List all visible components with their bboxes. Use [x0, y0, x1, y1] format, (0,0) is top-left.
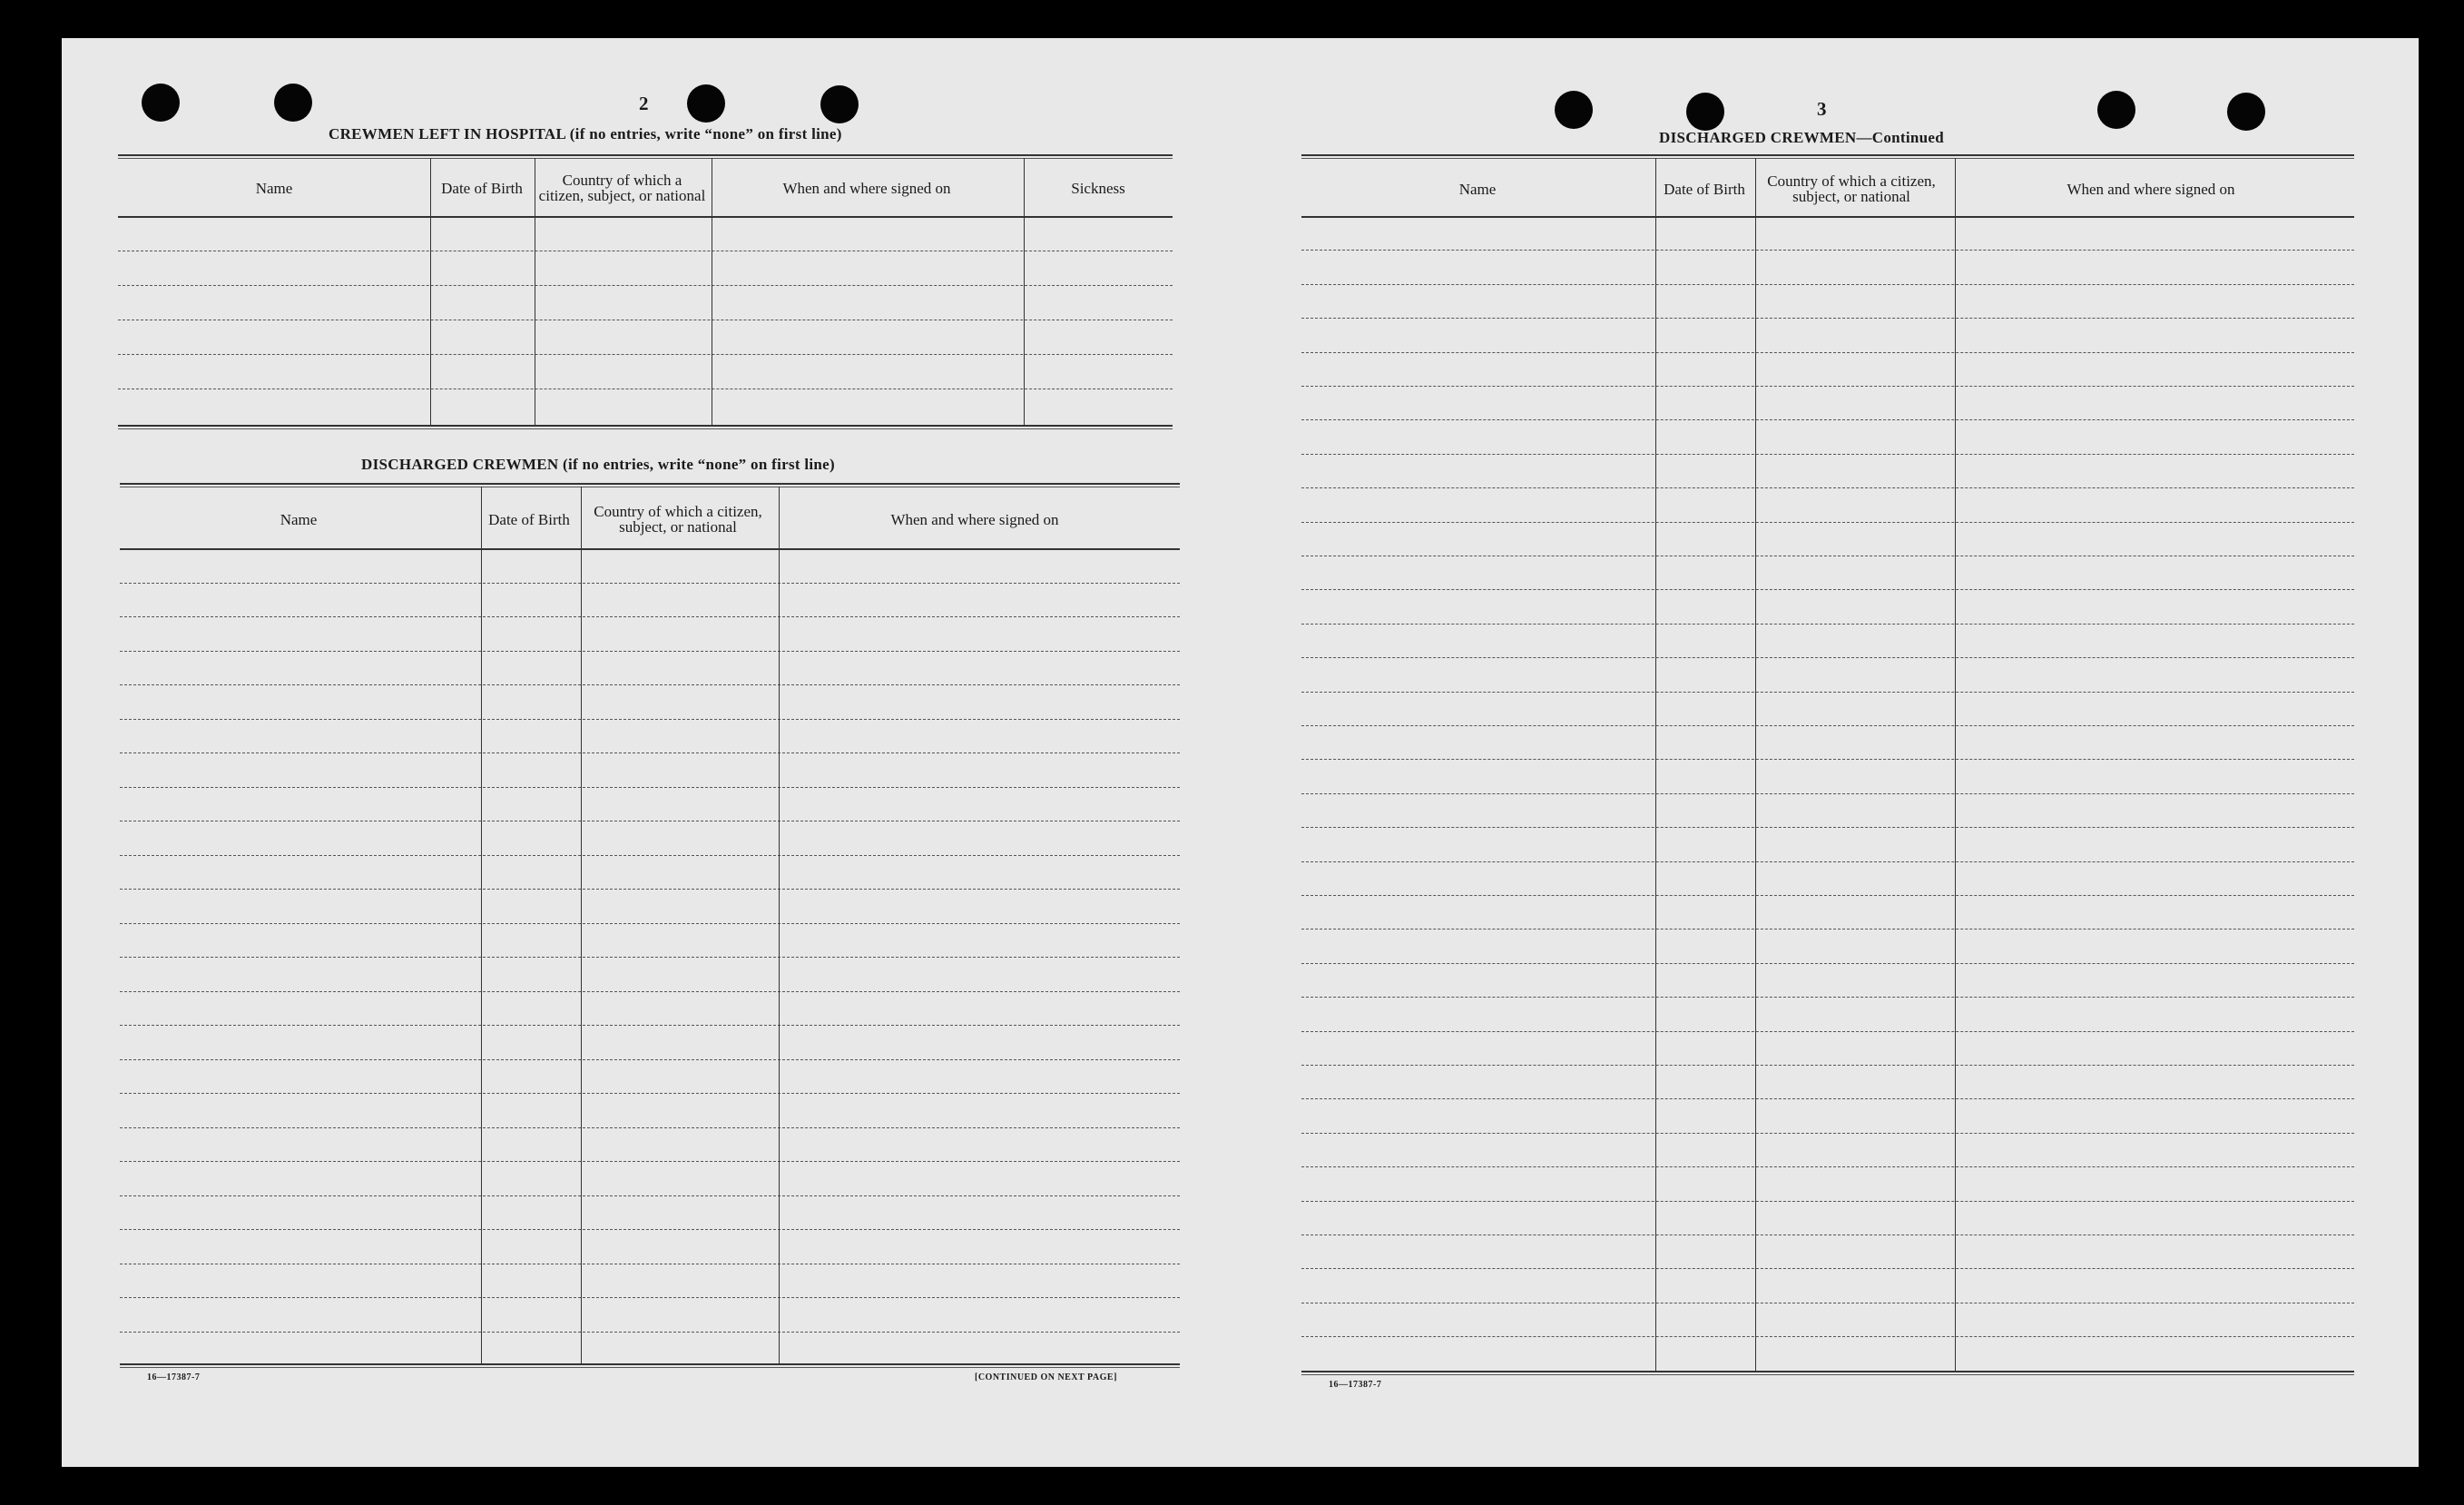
ruled-row-line: [1301, 895, 2354, 896]
header-bottom-rule: [120, 548, 1180, 550]
ruled-row-line: [120, 889, 1180, 890]
ruled-row-line: [1301, 861, 2354, 862]
ruled-row-line: [1301, 827, 2354, 828]
ruled-row-line: [1301, 657, 2354, 658]
column-header-country: Country of which a citizen, subject, or national: [1767, 172, 1936, 205]
ruled-row-line: [120, 1093, 1180, 1094]
column-header-country: Country of which a citizen, subject, or national: [538, 172, 706, 204]
ruled-row-line: [1301, 522, 2354, 523]
form-code: 16—17387-7: [147, 1372, 201, 1382]
ruled-row-line: [120, 1229, 1180, 1230]
ruled-row-line: [120, 1127, 1180, 1128]
table-top-rule: [1301, 154, 2354, 159]
table-top-rule: [120, 483, 1180, 487]
header-bottom-rule: [118, 216, 1173, 218]
ruled-row-line: [1301, 284, 2354, 285]
ruled-row-line: [120, 752, 1180, 753]
ruled-row-line: [1301, 963, 2354, 964]
column-divider: [1024, 158, 1025, 425]
ruled-row-line: [118, 354, 1173, 355]
title-main: CREWMEN LEFT IN HOSPITAL: [329, 125, 566, 143]
ruled-row-line: [1301, 318, 2354, 319]
discharged-section-title: [361, 456, 835, 474]
ruled-row-line: [120, 651, 1180, 652]
form-code: 16—17387-7: [1329, 1380, 1382, 1390]
column-header-name: Name: [1458, 180, 1497, 198]
ruled-row-line: [1301, 1065, 2354, 1066]
title-main: DISCHARGED CREWMEN: [1659, 129, 1857, 146]
ruled-row-line: [1301, 1234, 2354, 1235]
ruled-row-line: [1301, 386, 2354, 387]
column-divider: [779, 487, 780, 1363]
table-top-rule: [118, 154, 1173, 159]
table-bottom-rule: [120, 1363, 1180, 1368]
column-divider: [581, 487, 582, 1363]
ruled-row-line: [1301, 1201, 2354, 1202]
column-header-signed-on: When and where signed on: [782, 179, 951, 197]
column-header-signed-on: When and where signed on: [2066, 180, 2235, 198]
ruled-row-line: [1301, 454, 2354, 455]
punch-hole: [1686, 93, 1724, 131]
ruled-row-line: [1301, 1133, 2354, 1134]
ruled-row-line: [1301, 250, 2354, 251]
column-header-sickness: Sickness: [1071, 179, 1125, 197]
ruled-row-line: [120, 684, 1180, 685]
punch-hole: [2227, 93, 2265, 131]
ruled-row-line: [120, 957, 1180, 958]
ruled-row-line: [1301, 793, 2354, 794]
column-header-date-of-birth: Date of Birth: [488, 510, 570, 528]
ruled-row-line: [120, 1025, 1180, 1026]
column-divider: [1955, 158, 1956, 1371]
ruled-row-line: [1301, 997, 2354, 998]
ruled-row-line: [120, 616, 1180, 617]
page-number: 2: [639, 93, 649, 114]
column-divider: [430, 158, 431, 425]
ruled-row-line: [120, 583, 1180, 584]
ruled-row-line: [120, 719, 1180, 720]
column-divider: [1655, 158, 1656, 1371]
column-divider: [481, 487, 482, 1363]
header-bottom-rule: [1301, 216, 2354, 218]
punch-hole: [687, 84, 725, 123]
punch-hole: [1555, 91, 1593, 129]
punch-hole: [820, 85, 859, 123]
ruled-row-line: [1301, 419, 2354, 420]
column-header-name: Name: [280, 510, 318, 528]
ruled-row-line: [1301, 1031, 2354, 1032]
ruled-row-line: [1301, 929, 2354, 930]
ruled-row-line: [120, 1332, 1180, 1333]
ruled-row-line: [1301, 1268, 2354, 1269]
title-main: DISCHARGED CREWMEN: [361, 456, 559, 473]
column-divider: [1755, 158, 1756, 1371]
ruled-row-line: [1301, 692, 2354, 693]
ruled-row-line: [120, 1297, 1180, 1298]
punch-hole: [274, 84, 312, 122]
discharged-continued-title: [1659, 129, 1944, 147]
punch-hole: [2097, 91, 2135, 129]
ruled-row-line: [1301, 1336, 2354, 1337]
ruled-row-line: [1301, 1098, 2354, 1099]
punch-hole: [142, 84, 180, 122]
ruled-row-line: [120, 1161, 1180, 1162]
ruled-row-line: [1301, 624, 2354, 625]
ruled-row-line: [1301, 487, 2354, 488]
title-note: —Continued: [1856, 129, 1944, 146]
hospital-section-title: [329, 125, 842, 143]
continued-note: [CONTINUED ON NEXT PAGE]: [975, 1372, 1117, 1382]
ruled-row-line: [1301, 1166, 2354, 1167]
column-header-name: Name: [255, 179, 293, 197]
ruled-row-line: [120, 1195, 1180, 1196]
ruled-row-line: [1301, 352, 2354, 353]
ruled-row-line: [120, 787, 1180, 788]
page-number: 3: [1817, 98, 1827, 120]
ruled-row-line: [1301, 589, 2354, 590]
title-note: (if no entries, write “none” on first line): [563, 456, 835, 473]
column-header-country: Country of which a citizen, subject, or national: [594, 503, 762, 536]
table-bottom-rule: [118, 425, 1173, 429]
ruled-row-line: [120, 1059, 1180, 1060]
table-bottom-rule: [1301, 1371, 2354, 1375]
ruled-row-line: [120, 923, 1180, 924]
ruled-row-line: [118, 285, 1173, 286]
column-header-date-of-birth: Date of Birth: [1664, 180, 1745, 198]
ruled-row-line: [120, 991, 1180, 992]
title-note: (if no entries, write “none” on first line): [569, 125, 842, 143]
column-header-signed-on: When and where signed on: [890, 510, 1059, 528]
form-sheet: [62, 38, 2419, 1467]
column-header-date-of-birth: Date of Birth: [441, 179, 523, 197]
ruled-row-line: [120, 855, 1180, 856]
ruled-row-line: [1301, 725, 2354, 726]
ruled-row-line: [1301, 759, 2354, 760]
